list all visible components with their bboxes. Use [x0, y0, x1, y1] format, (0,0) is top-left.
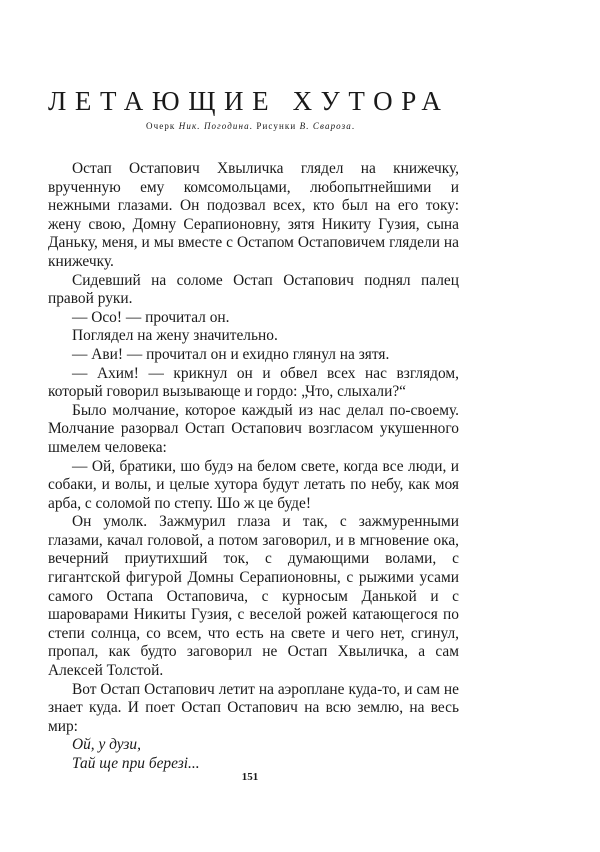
paragraph: Было молчание, которое каждый из нас делал по-своему. Молчание разорвал Остап Остапович возгласом укушенного шмелем человека:: [48, 401, 459, 456]
verse-line: Ой, у дузи,: [72, 736, 141, 754]
paragraph: Поглядел на жену значительно.: [72, 327, 278, 345]
subtitle-middle: . Рисунки: [249, 121, 300, 131]
illustrator-name: В. Свароза: [299, 121, 352, 131]
page-title: ЛЕТАЮЩИЕ ХУТОРА: [48, 86, 450, 116]
paragraph: — Ой, братики, шо будэ на белом свете, когда все люди, и собаки, и волы, и целые хутора будут летать по небу, как моя арба, с соломой по степу. Шо ж це буде!: [48, 457, 459, 512]
paragraph: — Ахим! — крикнул он и обвел всех нас взглядом, который говорил вызывающе и гордо: „Что, слыхали?“: [48, 364, 459, 401]
subtitle-suffix: .: [351, 121, 356, 131]
paragraph: Сидевший на соломе Остап Остапович поднял палец правой руки.: [48, 271, 459, 308]
paragraph: Он умолк. Зажмурил глаза и так, с зажмуренными глазами, качал головой, а потом заговорил, и в мгновение ока, вечерний приутихший ток, с думающими волами, с гигантской фигурой Домны Серапионовны, с рыжими усами самого Остапа Остаповича, с курносым Данькой и с шароварами Никиты Гузия, с веселой рожей катающегося по степи солнца, со всем, что есть на свете и чего нет, сгинул, пропал, как будто заговорил не Остап Хвыличка, а сам Алексей Толстой.: [48, 513, 459, 680]
paragraph: Вот Остап Остапович летит на аэроплане куда-то, и сам не знает куда. И поет Остап Остапович на всю землю, на весь мир:: [48, 680, 459, 735]
body-text: [48, 160, 459, 774]
paragraph: — Осо! — прочитал он.: [72, 308, 230, 326]
paragraph: Остап Остапович Хвыличка глядел на книжечку, врученную ему комсомольцами, любопытнейшими и нежными глазами. Он подозвал всех, кто был на его току: жену свою, Домну Серапионовну, зятя Никиту Гузия, сына Даньку, меня, и мы вместе с Остапом Остаповичем глядели на книжечку.: [48, 160, 459, 270]
subtitle: [146, 121, 446, 131]
verse-line: Тай ще при березі...: [72, 755, 200, 772]
author-name: Ник. Погодина: [178, 121, 250, 131]
page-number: 151: [241, 771, 259, 783]
subtitle-prefix: Очерк: [146, 121, 179, 131]
paragraph: — Ави! — прочитал он и ехидно глянул на зятя.: [72, 345, 390, 363]
